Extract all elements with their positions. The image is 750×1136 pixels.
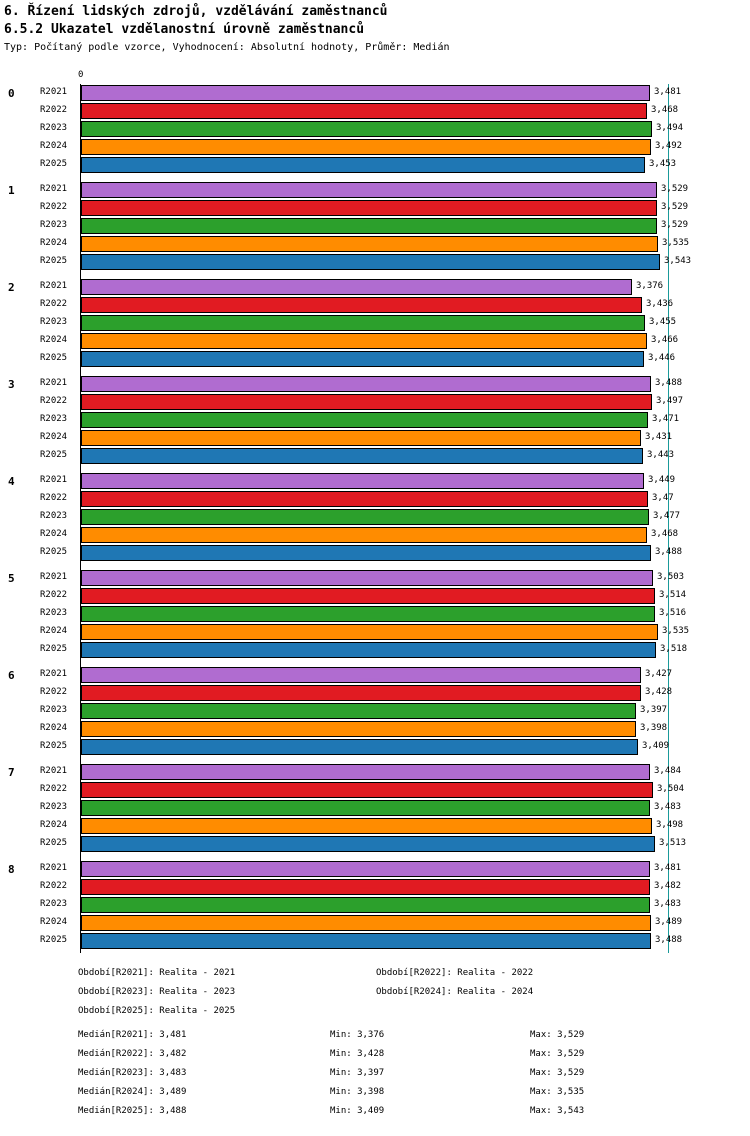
bar-row-label: R2025 bbox=[40, 547, 68, 557]
bar[interactable] bbox=[81, 218, 657, 234]
legend-stat-min: Min: 3,398 bbox=[330, 1087, 385, 1097]
bar-row bbox=[0, 490, 750, 508]
bar-row bbox=[0, 817, 750, 835]
bar-row-label: R2024 bbox=[40, 238, 68, 248]
bar-row bbox=[0, 702, 750, 720]
bar[interactable] bbox=[81, 297, 642, 313]
bar-row-label: R2022 bbox=[40, 784, 68, 794]
bar-row-label: R2022 bbox=[40, 396, 68, 406]
bar-row bbox=[0, 932, 750, 950]
bar-row-label: R2022 bbox=[40, 881, 68, 891]
bar-row-label: R2022 bbox=[40, 590, 68, 600]
bar-row bbox=[0, 375, 750, 393]
bar-value-label: 3,514 bbox=[659, 590, 687, 600]
bar-row-label: R2023 bbox=[40, 705, 68, 715]
group-label: 8 bbox=[8, 863, 15, 876]
legend-period: Období[R2021]: Realita - 2021 bbox=[78, 968, 236, 978]
bar-value-label: 3,489 bbox=[655, 917, 683, 927]
bar-row bbox=[0, 296, 750, 314]
bar-row-label: R2025 bbox=[40, 353, 68, 363]
bar[interactable] bbox=[81, 200, 657, 216]
bar-value-label: 3,481 bbox=[654, 87, 682, 97]
legend-stat-median: Medián[R2021]: 3,481 bbox=[78, 1030, 187, 1040]
bar-row-label: R2022 bbox=[40, 493, 68, 503]
bar-value-label: 3,482 bbox=[654, 881, 682, 891]
bar-row-label: R2023 bbox=[40, 220, 68, 230]
legend-stat-median: Medián[R2024]: 3,489 bbox=[78, 1087, 187, 1097]
bar-row bbox=[0, 605, 750, 623]
group-label: 3 bbox=[8, 378, 15, 391]
group-label: 4 bbox=[8, 475, 15, 488]
bar-row-label: R2024 bbox=[40, 335, 68, 345]
bar-value-label: 3,513 bbox=[659, 838, 687, 848]
bar-row bbox=[0, 235, 750, 253]
bar[interactable] bbox=[81, 182, 657, 198]
bar-row-label: R2021 bbox=[40, 572, 68, 582]
group-label: 7 bbox=[8, 766, 15, 779]
group-label: 2 bbox=[8, 281, 15, 294]
bar-row-label: R2021 bbox=[40, 475, 68, 485]
bar-value-label: 3,488 bbox=[655, 378, 683, 388]
bar-row bbox=[0, 508, 750, 526]
bar-value-label: 3,466 bbox=[651, 335, 679, 345]
bar-value-label: 3,529 bbox=[661, 220, 689, 230]
bar-value-label: 3,431 bbox=[645, 432, 673, 442]
bar[interactable] bbox=[81, 412, 648, 428]
bar-row bbox=[0, 878, 750, 896]
group-label: 5 bbox=[8, 572, 15, 585]
legend-stat-min: Min: 3,409 bbox=[330, 1106, 385, 1116]
bar-row bbox=[0, 411, 750, 429]
legend-period: Období[R2025]: Realita - 2025 bbox=[78, 1006, 236, 1016]
bar-row bbox=[0, 120, 750, 138]
bar[interactable] bbox=[81, 667, 641, 683]
bar[interactable] bbox=[81, 103, 647, 119]
bar-value-label: 3,428 bbox=[645, 687, 673, 697]
legend-period: Období[R2023]: Realita - 2023 bbox=[78, 987, 236, 997]
bar-row bbox=[0, 738, 750, 756]
legend-stat-min: Min: 3,397 bbox=[330, 1068, 385, 1078]
bar[interactable] bbox=[81, 376, 651, 392]
bar-row bbox=[0, 587, 750, 605]
bar-value-label: 3,468 bbox=[651, 105, 679, 115]
bar[interactable] bbox=[81, 121, 652, 137]
bar-row bbox=[0, 860, 750, 878]
bar-value-label: 3,449 bbox=[648, 475, 676, 485]
bar-row-label: R2022 bbox=[40, 202, 68, 212]
bar[interactable] bbox=[81, 545, 651, 561]
bar-chart-plot bbox=[0, 70, 750, 960]
bar[interactable] bbox=[81, 448, 643, 464]
bar-value-label: 3,492 bbox=[655, 141, 683, 151]
bar[interactable] bbox=[81, 818, 652, 834]
bar-row bbox=[0, 781, 750, 799]
bar-row bbox=[0, 835, 750, 853]
bar[interactable] bbox=[81, 473, 644, 489]
bar-value-label: 3,443 bbox=[647, 450, 675, 460]
bar-row-label: R2024 bbox=[40, 917, 68, 927]
bar-row bbox=[0, 429, 750, 447]
bar-value-label: 3,47 bbox=[652, 493, 674, 503]
bar-row bbox=[0, 623, 750, 641]
bar-row-label: R2024 bbox=[40, 141, 68, 151]
bar-value-label: 3,477 bbox=[653, 511, 681, 521]
bar-value-label: 3,529 bbox=[661, 184, 689, 194]
bar-row-label: R2024 bbox=[40, 432, 68, 442]
bar-value-label: 3,455 bbox=[649, 317, 677, 327]
bar-value-label: 3,376 bbox=[636, 281, 664, 291]
bar-row bbox=[0, 156, 750, 174]
legend-stat-median: Medián[R2025]: 3,488 bbox=[78, 1106, 187, 1116]
bar[interactable] bbox=[81, 139, 651, 155]
bar[interactable] bbox=[81, 642, 656, 658]
legend-stat-median: Medián[R2023]: 3,483 bbox=[78, 1068, 187, 1078]
bar-row-label: R2024 bbox=[40, 626, 68, 636]
group-label: 0 bbox=[8, 87, 15, 100]
bar-row-label: R2025 bbox=[40, 838, 68, 848]
legend-stat-median: Medián[R2022]: 3,482 bbox=[78, 1049, 187, 1059]
axis-zero-label: 0 bbox=[78, 70, 84, 80]
bar-row-label: R2025 bbox=[40, 741, 68, 751]
legend-stat-max: Max: 3,535 bbox=[530, 1087, 585, 1097]
bar[interactable] bbox=[81, 933, 651, 949]
bar-row-label: R2025 bbox=[40, 935, 68, 945]
bar-row-label: R2025 bbox=[40, 450, 68, 460]
bar-value-label: 3,543 bbox=[664, 256, 692, 266]
bar-row-label: R2025 bbox=[40, 159, 68, 169]
bar-row bbox=[0, 896, 750, 914]
bar-value-label: 3,488 bbox=[655, 935, 683, 945]
bar-value-label: 3,468 bbox=[651, 529, 679, 539]
bar-row-label: R2023 bbox=[40, 802, 68, 812]
legend-period: Období[R2022]: Realita - 2022 bbox=[376, 968, 534, 978]
bar[interactable] bbox=[81, 351, 644, 367]
group-label: 6 bbox=[8, 669, 15, 682]
bar-row bbox=[0, 447, 750, 465]
bar-row bbox=[0, 314, 750, 332]
bar-row bbox=[0, 799, 750, 817]
bar-row bbox=[0, 544, 750, 562]
bar[interactable] bbox=[81, 157, 645, 173]
bar[interactable] bbox=[81, 739, 638, 755]
bar-value-label: 3,446 bbox=[648, 353, 676, 363]
bar-row-label: R2025 bbox=[40, 256, 68, 266]
bar[interactable] bbox=[81, 315, 645, 331]
bar-row bbox=[0, 472, 750, 490]
report-title: 6. Řízení lidských zdrojů, vzdělávání zaměstnanců bbox=[4, 4, 388, 19]
bar-row-label: R2025 bbox=[40, 644, 68, 654]
bar-row bbox=[0, 199, 750, 217]
bar-value-label: 3,398 bbox=[640, 723, 668, 733]
bar-row-label: R2021 bbox=[40, 766, 68, 776]
bar[interactable] bbox=[81, 703, 636, 719]
bar-row bbox=[0, 278, 750, 296]
legend-period: Období[R2024]: Realita - 2024 bbox=[376, 987, 534, 997]
bar-row bbox=[0, 393, 750, 411]
bar-row-label: R2022 bbox=[40, 687, 68, 697]
bar[interactable] bbox=[81, 509, 649, 525]
bar-row bbox=[0, 253, 750, 271]
legend-stat-min: Min: 3,376 bbox=[330, 1030, 385, 1040]
bar-value-label: 3,494 bbox=[656, 123, 684, 133]
bar[interactable] bbox=[81, 800, 650, 816]
bar-value-label: 3,516 bbox=[659, 608, 687, 618]
bar-value-label: 3,436 bbox=[646, 299, 674, 309]
bar-value-label: 3,481 bbox=[654, 863, 682, 873]
bar-row-label: R2021 bbox=[40, 378, 68, 388]
bar-value-label: 3,529 bbox=[661, 202, 689, 212]
bar-row bbox=[0, 332, 750, 350]
bar-row-label: R2021 bbox=[40, 669, 68, 679]
bar[interactable] bbox=[81, 236, 658, 252]
bar-row-label: R2023 bbox=[40, 123, 68, 133]
bar-value-label: 3,484 bbox=[654, 766, 682, 776]
bar[interactable] bbox=[81, 491, 648, 507]
bar[interactable] bbox=[81, 721, 636, 737]
bar-row-label: R2021 bbox=[40, 863, 68, 873]
bar[interactable] bbox=[81, 624, 658, 640]
bar-row bbox=[0, 102, 750, 120]
bar-value-label: 3,453 bbox=[649, 159, 677, 169]
bar-row bbox=[0, 350, 750, 368]
bar[interactable] bbox=[81, 685, 641, 701]
bar[interactable] bbox=[81, 85, 650, 101]
bar-row-label: R2024 bbox=[40, 529, 68, 539]
chart-subtitle: Typ: Počítaný podle vzorce, Vyhodnocení: Absolutní hodnoty, Průměr: Medián bbox=[4, 42, 450, 53]
bar-row bbox=[0, 720, 750, 738]
bar-value-label: 3,427 bbox=[645, 669, 673, 679]
bar-row-label: R2024 bbox=[40, 820, 68, 830]
bar-row-label: R2023 bbox=[40, 899, 68, 909]
bar-value-label: 3,397 bbox=[640, 705, 668, 715]
bar[interactable] bbox=[81, 527, 647, 543]
bar[interactable] bbox=[81, 430, 641, 446]
bar-row-label: R2021 bbox=[40, 87, 68, 97]
legend-stat-min: Min: 3,428 bbox=[330, 1049, 385, 1059]
bar-row bbox=[0, 526, 750, 544]
bar-row-label: R2022 bbox=[40, 105, 68, 115]
bar-value-label: 3,497 bbox=[656, 396, 684, 406]
bar-row-label: R2021 bbox=[40, 281, 68, 291]
bar-row-label: R2023 bbox=[40, 414, 68, 424]
bar-value-label: 3,518 bbox=[660, 644, 688, 654]
bar[interactable] bbox=[81, 279, 632, 295]
bar-value-label: 3,409 bbox=[642, 741, 670, 751]
bar-value-label: 3,488 bbox=[655, 547, 683, 557]
bar-row-label: R2023 bbox=[40, 608, 68, 618]
bar-row bbox=[0, 914, 750, 932]
bar-value-label: 3,503 bbox=[657, 572, 685, 582]
bar[interactable] bbox=[81, 879, 650, 895]
bar-value-label: 3,535 bbox=[662, 626, 690, 636]
bar-row-label: R2022 bbox=[40, 299, 68, 309]
bar-row-label: R2021 bbox=[40, 184, 68, 194]
group-label: 1 bbox=[8, 184, 15, 197]
bar[interactable] bbox=[81, 394, 652, 410]
bar[interactable] bbox=[81, 782, 653, 798]
bar-row-label: R2023 bbox=[40, 317, 68, 327]
bar-value-label: 3,504 bbox=[657, 784, 685, 794]
bar[interactable] bbox=[81, 570, 653, 586]
legend-stat-max: Max: 3,529 bbox=[530, 1068, 585, 1078]
bar-value-label: 3,535 bbox=[662, 238, 690, 248]
bar-row bbox=[0, 181, 750, 199]
bar[interactable] bbox=[81, 764, 650, 780]
indicator-title: 6.5.2 Ukazatel vzdělanostní úrovně zaměstnanců bbox=[4, 22, 365, 37]
bar-row-label: R2024 bbox=[40, 723, 68, 733]
legend-stat-max: Max: 3,529 bbox=[530, 1049, 585, 1059]
bar-row bbox=[0, 84, 750, 102]
bar-row bbox=[0, 684, 750, 702]
bar-row-label: R2023 bbox=[40, 511, 68, 521]
bar-row bbox=[0, 666, 750, 684]
bar[interactable] bbox=[81, 606, 655, 622]
bar[interactable] bbox=[81, 588, 655, 604]
bar-row bbox=[0, 569, 750, 587]
legend-stat-max: Max: 3,543 bbox=[530, 1106, 585, 1116]
bar-value-label: 3,471 bbox=[652, 414, 680, 424]
bar[interactable] bbox=[81, 254, 660, 270]
bar[interactable] bbox=[81, 897, 650, 913]
bar[interactable] bbox=[81, 915, 651, 931]
bar-value-label: 3,498 bbox=[656, 820, 684, 830]
bar-row bbox=[0, 641, 750, 659]
bar[interactable] bbox=[81, 836, 655, 852]
bar-row bbox=[0, 217, 750, 235]
legend-stat-max: Max: 3,529 bbox=[530, 1030, 585, 1040]
bar-value-label: 3,483 bbox=[654, 802, 682, 812]
bar-row bbox=[0, 138, 750, 156]
bar[interactable] bbox=[81, 333, 647, 349]
bar-row bbox=[0, 763, 750, 781]
bar-value-label: 3,483 bbox=[654, 899, 682, 909]
bar[interactable] bbox=[81, 861, 650, 877]
